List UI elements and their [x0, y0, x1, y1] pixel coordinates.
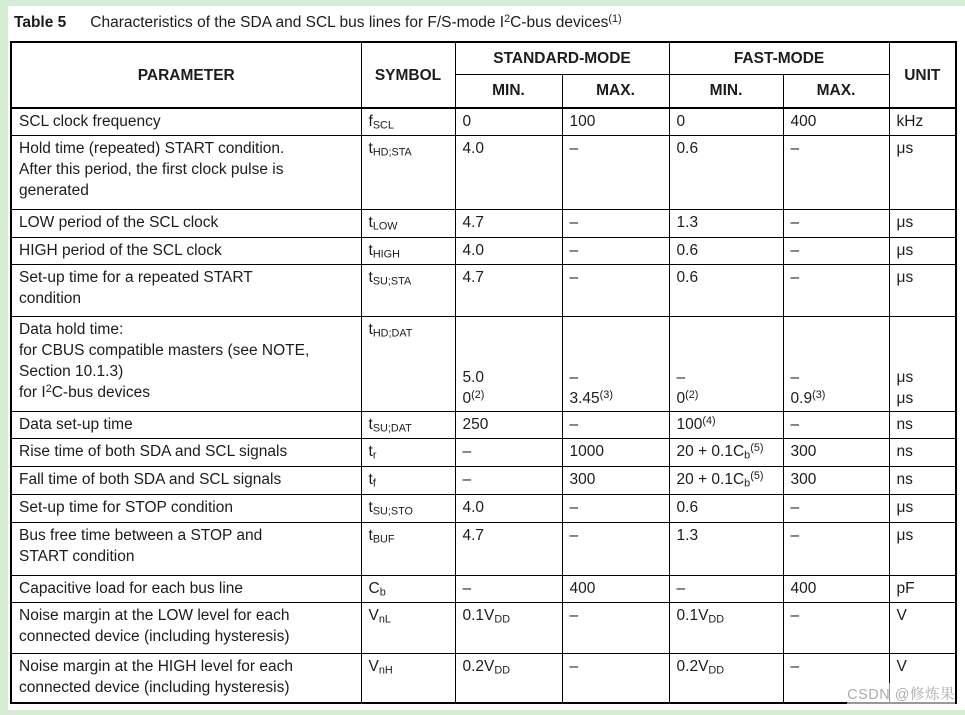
table-row: [11, 438, 956, 466]
table-row: [11, 135, 956, 209]
cell-fast-max: –: [783, 135, 889, 209]
cell-parameter: Fall time of both SDA and SCL signals: [11, 466, 361, 494]
cell-symbol: $t_{SU;STO}$: [361, 494, 455, 522]
cell-fast-min: 0.6: [669, 264, 783, 316]
cell-fast-min: 0.6: [669, 135, 783, 209]
table-row: [11, 316, 956, 411]
table-row: [11, 602, 956, 653]
cell-standard-min: 0: [455, 108, 562, 135]
cell-fast-max: –: [783, 494, 889, 522]
cell-unit: μs: [889, 209, 956, 237]
cell-unit: μs μs: [889, 316, 956, 411]
cell-unit: μs: [889, 494, 956, 522]
cell-parameter: Set-up time for a repeated START condition: [11, 264, 361, 316]
cell-fast-min: $0.2V_{DD}$: [669, 653, 783, 703]
cell-symbol: $t_r$: [361, 438, 455, 466]
cell-standard-max: –: [562, 264, 669, 316]
cell-symbol: $t_{SU;STA}$: [361, 264, 455, 316]
cell-standard-min: 4.0: [455, 135, 562, 209]
cell-fast-min: –: [669, 575, 783, 602]
cell-symbol: $t_f$: [361, 466, 455, 494]
cell-standard-max: 400: [562, 575, 669, 602]
cell-symbol: $f_{SCL}$: [361, 108, 455, 135]
cell-symbol: $t_{HIGH}$: [361, 237, 455, 264]
cell-standard-min: 4.7: [455, 209, 562, 237]
cell-fast-max: – 0.9$^{(3)}$: [783, 316, 889, 411]
cell-standard-max: –: [562, 411, 669, 438]
cell-parameter: Hold time (repeated) START condition. After this period, the first clock pulse is generated: [11, 135, 361, 209]
cell-unit: ns: [889, 466, 956, 494]
cell-standard-min: –: [455, 438, 562, 466]
col-header-standard-mode: STANDARD-MODE: [455, 42, 669, 74]
cell-standard-max: –: [562, 653, 669, 703]
cell-parameter: Data hold time: for CBUS compatible masters (see NOTE, Section 10.1.3) for $I^2C$-bus devices: [11, 316, 361, 411]
cell-symbol: $C_b$: [361, 575, 455, 602]
cell-standard-max: –: [562, 237, 669, 264]
col-header-symbol: SYMBOL: [361, 42, 455, 108]
cell-unit: V: [889, 602, 956, 653]
cell-symbol: $t_{HD;DAT}$: [361, 316, 455, 411]
col-header-fast-max: MAX.: [783, 74, 889, 108]
cell-symbol: $V_{nH}$: [361, 653, 455, 703]
cell-standard-max: 300: [562, 466, 669, 494]
cell-symbol: $V_{nL}$: [361, 602, 455, 653]
cell-unit: ns: [889, 438, 956, 466]
cell-parameter: Noise margin at the LOW level for each connected device (including hysteresis): [11, 602, 361, 653]
cell-standard-max: –: [562, 494, 669, 522]
cell-unit: V: [889, 653, 956, 703]
cell-standard-min: 4.0: [455, 237, 562, 264]
cell-fast-min: 0.6: [669, 494, 783, 522]
cell-parameter: Bus free time between a STOP and START condition: [11, 522, 361, 575]
table-row: [11, 237, 956, 264]
cell-fast-min: 1.3: [669, 522, 783, 575]
col-header-standard-min: MIN.: [455, 74, 562, 108]
cell-unit: pF: [889, 575, 956, 602]
spec-table: [10, 41, 957, 704]
cell-standard-min: 4.0: [455, 494, 562, 522]
cell-standard-min: 4.7: [455, 264, 562, 316]
table-row: [11, 411, 956, 438]
cell-parameter: Noise margin at the HIGH level for each connected device (including hysteresis): [11, 653, 361, 703]
cell-symbol: $t_{SU;DAT}$: [361, 411, 455, 438]
table-row: [11, 494, 956, 522]
table-row: [11, 209, 956, 237]
cell-standard-min: –: [455, 575, 562, 602]
col-header-parameter: PARAMETER: [11, 42, 361, 108]
table-header: [11, 42, 956, 108]
col-header-fast-min: MIN.: [669, 74, 783, 108]
table-row: [11, 653, 956, 703]
cell-fast-max: –: [783, 653, 889, 703]
cell-standard-min: 4.7: [455, 522, 562, 575]
cell-parameter: Data set-up time: [11, 411, 361, 438]
cell-fast-max: 300: [783, 466, 889, 494]
cell-standard-max: 100: [562, 108, 669, 135]
col-header-unit: UNIT: [889, 42, 956, 108]
cell-symbol: $t_{HD;STA}$: [361, 135, 455, 209]
table-row: [11, 466, 956, 494]
table-row: [11, 575, 956, 602]
cell-parameter: SCL clock frequency: [11, 108, 361, 135]
cell-fast-max: –: [783, 209, 889, 237]
cell-fast-min: 1.3: [669, 209, 783, 237]
cell-fast-min: – 0$^{(2)}$: [669, 316, 783, 411]
cell-standard-max: –: [562, 522, 669, 575]
cell-fast-min: 0.6: [669, 237, 783, 264]
cell-fast-min: $20 + 0.1C_b^{(5)}$: [669, 466, 783, 494]
cell-unit: ns: [889, 411, 956, 438]
table-row: [11, 522, 956, 575]
table-row: [11, 108, 956, 135]
cell-parameter: HIGH period of the SCL clock: [11, 237, 361, 264]
cell-parameter: LOW period of the SCL clock: [11, 209, 361, 237]
cell-fast-max: –: [783, 602, 889, 653]
cell-standard-min: 250: [455, 411, 562, 438]
cell-fast-max: 400: [783, 108, 889, 135]
table-caption-text: Characteristics of the SDA and SCL bus lines for F/S-mode $I^2C$-bus devices$^{(1)}$: [90, 13, 622, 31]
cell-parameter: Set-up time for STOP condition: [11, 494, 361, 522]
cell-standard-max: –: [562, 209, 669, 237]
cell-fast-min: 100$^{(4)}$: [669, 411, 783, 438]
cell-fast-min: $0.1V_{DD}$: [669, 602, 783, 653]
cell-unit: kHz: [889, 108, 956, 135]
cell-fast-min: $20 + 0.1C_b^{(5)}$: [669, 438, 783, 466]
table-body: [11, 108, 956, 703]
cell-fast-min: 0: [669, 108, 783, 135]
cell-standard-min: $0.2V_{DD}$: [455, 653, 562, 703]
cell-parameter: Rise time of both SDA and SCL signals: [11, 438, 361, 466]
cell-fast-max: 400: [783, 575, 889, 602]
cell-fast-max: –: [783, 237, 889, 264]
cell-standard-max: 1000: [562, 438, 669, 466]
cell-standard-min: 5.0 0$^{(2)}$: [455, 316, 562, 411]
cell-symbol: $t_{LOW}$: [361, 209, 455, 237]
cell-standard-max: –: [562, 135, 669, 209]
cell-fast-max: 300: [783, 438, 889, 466]
cell-parameter: Capacitive load for each bus line: [11, 575, 361, 602]
col-header-fast-mode: FAST-MODE: [669, 42, 889, 74]
cell-unit: μs: [889, 264, 956, 316]
cell-fast-max: –: [783, 522, 889, 575]
cell-unit: μs: [889, 522, 956, 575]
table-caption-label: Table 5: [14, 14, 67, 31]
document-page: [8, 6, 965, 710]
col-header-standard-max: MAX.: [562, 74, 669, 108]
cell-unit: μs: [889, 135, 956, 209]
cell-standard-min: –: [455, 466, 562, 494]
cell-standard-min: $0.1V_{DD}$: [455, 602, 562, 653]
csdn-watermark: CSDN @修炼果: [847, 683, 955, 704]
table-caption: [8, 6, 965, 32]
cell-unit: μs: [889, 237, 956, 264]
table-row: [11, 264, 956, 316]
cell-standard-max: – 3.45$^{(3)}$: [562, 316, 669, 411]
cell-fast-max: –: [783, 264, 889, 316]
cell-fast-max: –: [783, 411, 889, 438]
cell-standard-max: –: [562, 602, 669, 653]
cell-symbol: $t_{BUF}$: [361, 522, 455, 575]
